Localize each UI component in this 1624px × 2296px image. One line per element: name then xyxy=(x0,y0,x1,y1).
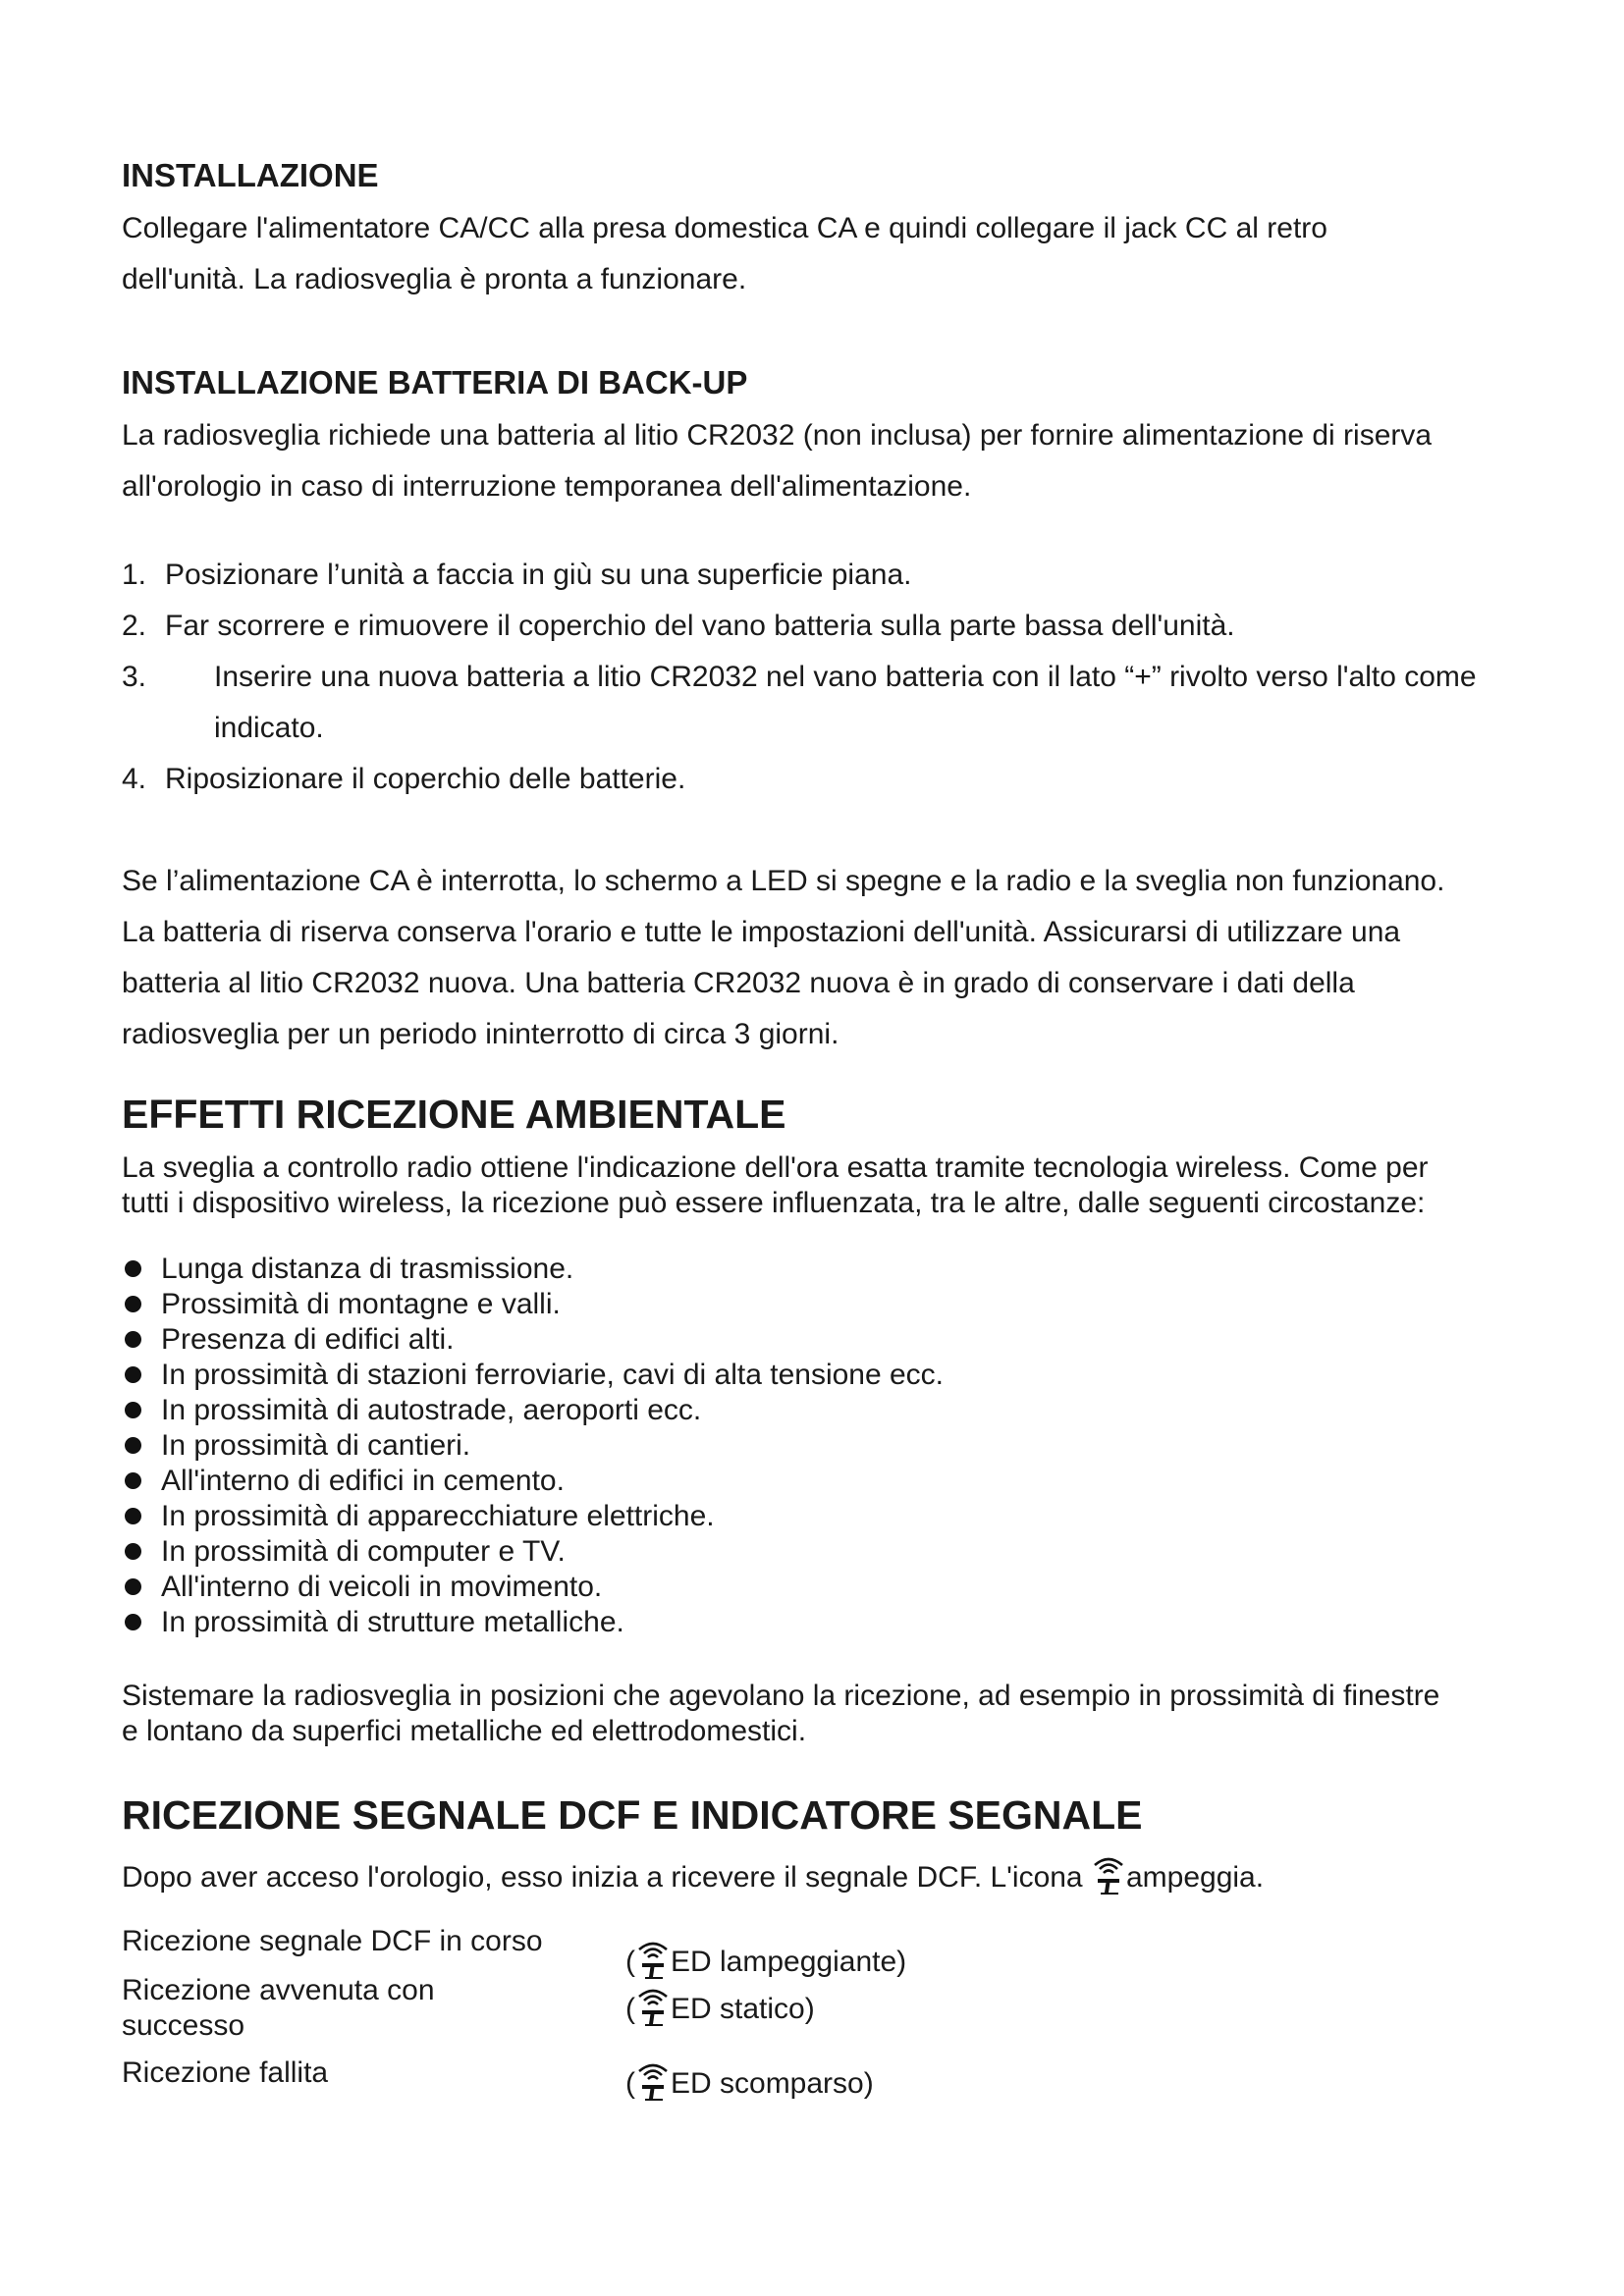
list-item-text: In prossimità di strutture metalliche. xyxy=(161,1606,624,1638)
bullet-dot xyxy=(125,1366,141,1383)
paragraph-line: La batteria di riserva conserva l'orario e tutte le impostazioni dell'unità. Assicurarsi di utilizzare una xyxy=(122,916,1401,948)
signal-tower-icon xyxy=(635,2061,671,2101)
list-item-text: In prossimità di apparecchiature elettriche. xyxy=(161,1500,715,1532)
bullet-dot xyxy=(125,1508,141,1524)
list-item-continuation: indicato. xyxy=(214,712,324,744)
list-item-text: Presenza di edifici alti. xyxy=(161,1323,455,1356)
table-cell-label: Ricezione segnale DCF in corso xyxy=(122,1925,543,1957)
paragraph-line: radiosveglia per un periodo ininterrotto di circa 3 giorni. xyxy=(122,1018,839,1050)
value-text: ED statico) xyxy=(671,1993,815,2025)
paragraph-line: batteria al litio CR2032 nuova. Una batteria CR2032 nuova è in grado di conservare i dati della xyxy=(122,967,1355,999)
list-item-text: Prossimità di montagne e valli. xyxy=(161,1288,561,1320)
list-item: Posizionare l’unità a faccia in giù su una superficie piana. xyxy=(165,559,912,591)
table-cell-label: Ricezione fallita xyxy=(122,2056,329,2089)
bullet-dot xyxy=(125,1578,141,1595)
list-number: 3. xyxy=(122,661,147,693)
bullet-dot xyxy=(125,1402,141,1418)
list-item-text: In prossimità di autostrade, aeroporti ecc. xyxy=(161,1394,702,1426)
list-item-text: In prossimità di cantieri. xyxy=(161,1429,471,1462)
signal-tower-icon xyxy=(635,1940,671,1979)
bullet-dot xyxy=(125,1260,141,1277)
heading-dcf: RICEZIONE SEGNALE DCF E INDICATORE SEGNALE xyxy=(122,1792,1143,1838)
paren: ( xyxy=(625,2067,635,2100)
list-item-text: In prossimità di computer e TV. xyxy=(161,1535,566,1568)
list-number: 2. xyxy=(122,610,147,642)
list-item-text: In prossimità di stazioni ferroviarie, cavi di alta tensione ecc. xyxy=(161,1359,945,1391)
paragraph-line: tutti i dispositivo wireless, la ricezione può essere influenzata, tra le altre, dalle seguenti circostanze: xyxy=(122,1187,1426,1219)
paragraph-line: La sveglia a controllo radio ottiene l'indicazione dell'ora esatta tramite tecnologia wireless. Come per xyxy=(122,1151,1429,1184)
heading-backup: INSTALLAZIONE BATTERIA DI BACK-UP xyxy=(122,364,748,400)
heading-ambiente: EFFETTI RICEZIONE AMBIENTALE xyxy=(122,1092,786,1137)
list-item-text: All'interno di veicoli in movimento. xyxy=(161,1571,603,1603)
signal-tower-icon xyxy=(1091,1855,1126,1895)
table-cell-value xyxy=(625,1940,906,1980)
list-number: 4. xyxy=(122,763,147,795)
paragraph-line: e lontano da superfici metalliche ed elettrodomestici. xyxy=(122,1715,807,1747)
list-item-text: All'interno di edifici in cemento. xyxy=(161,1465,565,1497)
heading-installazione: INSTALLAZIONE xyxy=(122,157,379,193)
list-number: 1. xyxy=(122,559,147,591)
paragraph-line: La radiosveglia richiede una batteria al litio CR2032 (non inclusa) per fornire alimentazione di riserva xyxy=(122,419,1433,452)
paragraph-line: Collegare l'alimentatore CA/CC alla presa domestica CA e quindi collegare il jack CC al retro xyxy=(122,212,1327,244)
bullet-dot xyxy=(125,1472,141,1489)
table-cell-value xyxy=(625,2061,874,2102)
bullet-dot xyxy=(125,1331,141,1348)
bullet-dot xyxy=(125,1614,141,1630)
table-cell-value xyxy=(625,1987,815,2027)
paren: ( xyxy=(625,1946,635,1978)
bullet-dot xyxy=(125,1296,141,1312)
signal-tower-icon xyxy=(635,1987,671,2026)
paragraph-line: Se l’alimentazione CA è interrotta, lo schermo a LED si spegne e la radio e la sveglia non funzionano. xyxy=(122,865,1445,897)
dcf-intro-text: ampeggia. xyxy=(1125,1861,1265,1894)
list-item-text: Lunga distanza di trasmissione. xyxy=(161,1253,574,1285)
table-cell-label: Ricezione avvenuta con successo xyxy=(122,1974,435,2042)
bullet-dot xyxy=(125,1437,141,1454)
dcf-intro-text: Dopo aver acceso l'orologio, esso inizia a ricevere il segnale DCF. L'icona xyxy=(122,1861,1083,1894)
list-item: Inserire una nuova batteria a litio CR2032 nel vano batteria con il lato “+” rivolto verso l'alto come xyxy=(214,661,1477,693)
value-text: ED scomparso) xyxy=(671,2067,874,2100)
dcf-intro xyxy=(122,1855,1264,1896)
value-text: ED lampeggiante) xyxy=(671,1946,907,1978)
paragraph-line: dell'unità. La radiosveglia è pronta a funzionare. xyxy=(122,263,747,295)
paragraph-line: Sistemare la radiosveglia in posizioni che agevolano la ricezione, ad esempio in prossimità di finestre xyxy=(122,1680,1440,1712)
paren: ( xyxy=(625,1993,635,2025)
list-item: Riposizionare il coperchio delle batterie. xyxy=(165,763,686,795)
bullet-dot xyxy=(125,1543,141,1560)
list-item: Far scorrere e rimuovere il coperchio del vano batteria sulla parte bassa dell'unità. xyxy=(165,610,1235,642)
paragraph-line: all'orologio in caso di interruzione temporanea dell'alimentazione. xyxy=(122,470,972,503)
